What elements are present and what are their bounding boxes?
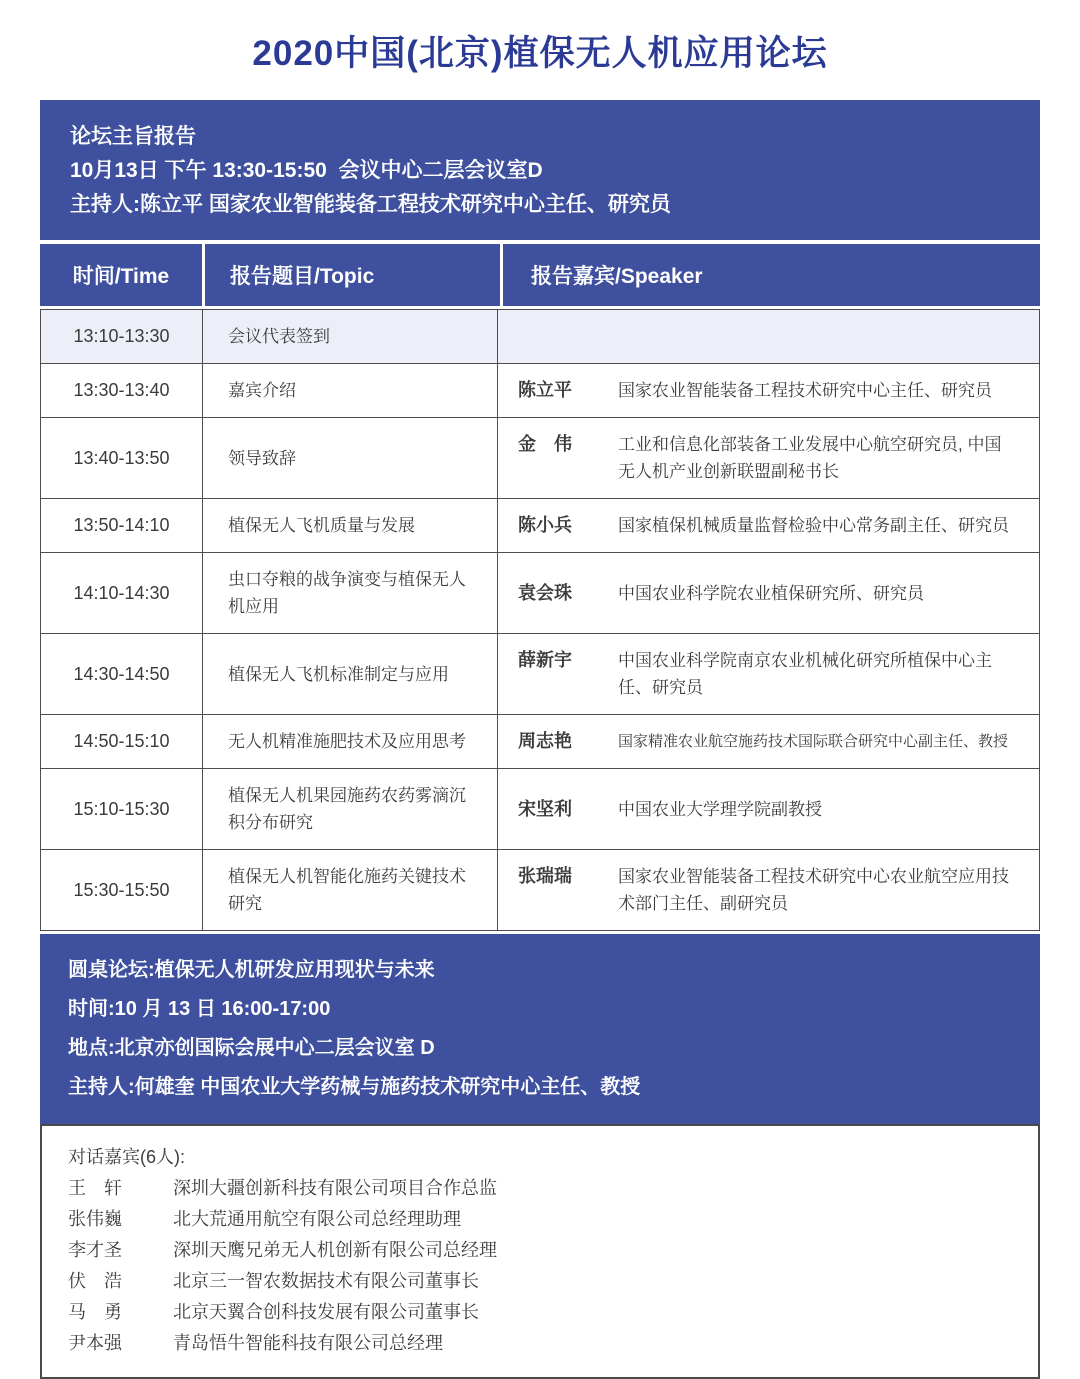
- topic-cell: 会议代表签到: [203, 310, 498, 363]
- header-topic: 报告题目/Topic: [205, 244, 500, 306]
- time-cell: 13:50-14:10: [41, 499, 203, 552]
- topic-cell: 植保无人机智能化施药关键技术研究: [203, 850, 498, 930]
- table-row: [41, 553, 1039, 634]
- speaker-description: 国家农业智能装备工程技术研究中心主任、研究员: [618, 381, 992, 400]
- agenda-page: [40, 0, 1040, 1379]
- speaker-cell: [498, 715, 1039, 768]
- topic-cell: 嘉宾介绍: [203, 364, 498, 417]
- speaker-cell: [498, 364, 1039, 417]
- speaker-name: 宋坚利: [518, 798, 572, 819]
- time-cell: 13:10-13:30: [41, 310, 203, 363]
- guest-name: 王 轩: [68, 1178, 122, 1198]
- guest-row: [68, 1297, 1012, 1328]
- forum-info-host: 主持人:陈立平 国家农业智能装备工程技术研究中心主任、研究员: [70, 193, 671, 216]
- time-cell: 14:30-14:50: [41, 634, 203, 714]
- roundtable-block: [40, 934, 1040, 1124]
- header-speaker: 报告嘉宾/Speaker: [503, 244, 1040, 306]
- speaker-cell: [498, 418, 1039, 498]
- guest-name: 李才圣: [68, 1240, 122, 1260]
- guests-heading: 对话嘉宾(6人):: [68, 1147, 185, 1167]
- speaker-description: 国家植保机械质量监督检验中心常务副主任、研究员: [618, 516, 1009, 535]
- guest-row: [68, 1173, 1012, 1204]
- topic-cell: 植保无人飞机质量与发展: [203, 499, 498, 552]
- speaker-cell: [498, 553, 1039, 633]
- speaker-cell: [498, 310, 1039, 363]
- forum-info-block: [40, 100, 1040, 240]
- speaker-name: 陈小兵: [518, 515, 572, 535]
- guest-name: 伏 浩: [68, 1271, 122, 1291]
- roundtable-time: 时间:10 月 13 日 16:00-17:00: [68, 998, 331, 1020]
- speaker-name: 袁会珠: [518, 582, 572, 603]
- topic-cell: 领导致辞: [203, 418, 498, 498]
- agenda-table: [40, 309, 1040, 931]
- guest-row: [68, 1266, 1012, 1297]
- forum-info-heading: 论坛主旨报告: [70, 125, 196, 148]
- table-row: [41, 418, 1039, 499]
- speaker-description: 中国农业科学院农业植保研究所、研究员: [618, 583, 924, 603]
- speaker-name: 张瑞瑞: [518, 866, 572, 886]
- speaker-cell: [498, 769, 1039, 849]
- guest-name: 马 勇: [68, 1302, 122, 1322]
- time-cell: 14:10-14:30: [41, 553, 203, 633]
- time-cell: 15:10-15:30: [41, 769, 203, 849]
- table-row: [41, 850, 1039, 930]
- time-cell: 13:40-13:50: [41, 418, 203, 498]
- roundtable-title: 圆桌论坛:植保无人机研发应用现状与未来: [68, 959, 435, 981]
- speaker-description: 工业和信息化部装备工业发展中心航空研究员, 中国无人机产业创新联盟副秘书长: [618, 435, 1002, 481]
- speaker-name: 陈立平: [518, 380, 572, 400]
- time-cell: 15:30-15:50: [41, 850, 203, 930]
- guest-description: 北大荒通用航空有限公司总经理助理: [173, 1209, 461, 1229]
- guest-row: [68, 1328, 1012, 1359]
- speaker-cell: [498, 850, 1039, 930]
- guest-name: 尹本强: [68, 1333, 122, 1353]
- time-cell: 14:50-15:10: [41, 715, 203, 768]
- roundtable-location: 地点:北京亦创国际会展中心二层会议室 D: [68, 1037, 435, 1059]
- speaker-name: 金 伟: [518, 434, 572, 454]
- speaker-cell: [498, 499, 1039, 552]
- topic-cell: 植保无人飞机标准制定与应用: [203, 634, 498, 714]
- table-row: [41, 634, 1039, 715]
- speaker-description: 国家精准农业航空施药技术国际联合研究中心副主任、教授: [618, 733, 1009, 750]
- roundtable-host: 主持人:何雄奎 中国农业大学药械与施药技术研究中心主任、教授: [68, 1076, 641, 1098]
- guest-description: 青岛悟牛智能科技有限公司总经理: [173, 1333, 443, 1353]
- table-row: [41, 769, 1039, 850]
- guest-description: 深圳天鹰兄弟无人机创新有限公司总经理: [173, 1240, 497, 1260]
- guest-description: 深圳大疆创新科技有限公司项目合作总监: [173, 1178, 497, 1198]
- topic-cell: 植保无人机果园施药农药雾滴沉积分布研究: [203, 769, 498, 849]
- table-row: [41, 715, 1039, 769]
- page-title: 2020中国(北京)植保无人机应用论坛: [252, 34, 828, 73]
- guest-name: 张伟巍: [68, 1209, 122, 1229]
- time-cell: 13:30-13:40: [41, 364, 203, 417]
- forum-info-datetime: 10月13日 下午 13:30-15:50 会议中心二层会议室D: [70, 159, 543, 182]
- guest-row: [68, 1235, 1012, 1266]
- speaker-description: 中国农业科学院南京农业机械化研究所植保中心主任、研究员: [618, 651, 992, 697]
- topic-cell: 无人机精准施肥技术及应用思考: [203, 715, 498, 768]
- table-header: [40, 244, 1040, 306]
- guest-row: [68, 1204, 1012, 1235]
- dialogue-guests-box: [40, 1124, 1040, 1379]
- guest-description: 北京三一智农数据技术有限公司董事长: [173, 1271, 479, 1291]
- speaker-name: 薛新宇: [518, 650, 572, 670]
- guest-description: 北京天翼合创科技发展有限公司董事长: [173, 1302, 479, 1322]
- table-row: [41, 499, 1039, 553]
- table-row: [41, 364, 1039, 418]
- header-time: 时间/Time: [40, 244, 202, 306]
- speaker-description: 中国农业大学理学院副教授: [618, 799, 822, 819]
- table-row: [41, 310, 1039, 364]
- speaker-description: 国家农业智能装备工程技术研究中心农业航空应用技术部门主任、副研究员: [618, 867, 1009, 913]
- speaker-name: 周志艳: [518, 731, 572, 751]
- speaker-cell: [498, 634, 1039, 714]
- topic-cell: 虫口夺粮的战争演变与植保无人机应用: [203, 553, 498, 633]
